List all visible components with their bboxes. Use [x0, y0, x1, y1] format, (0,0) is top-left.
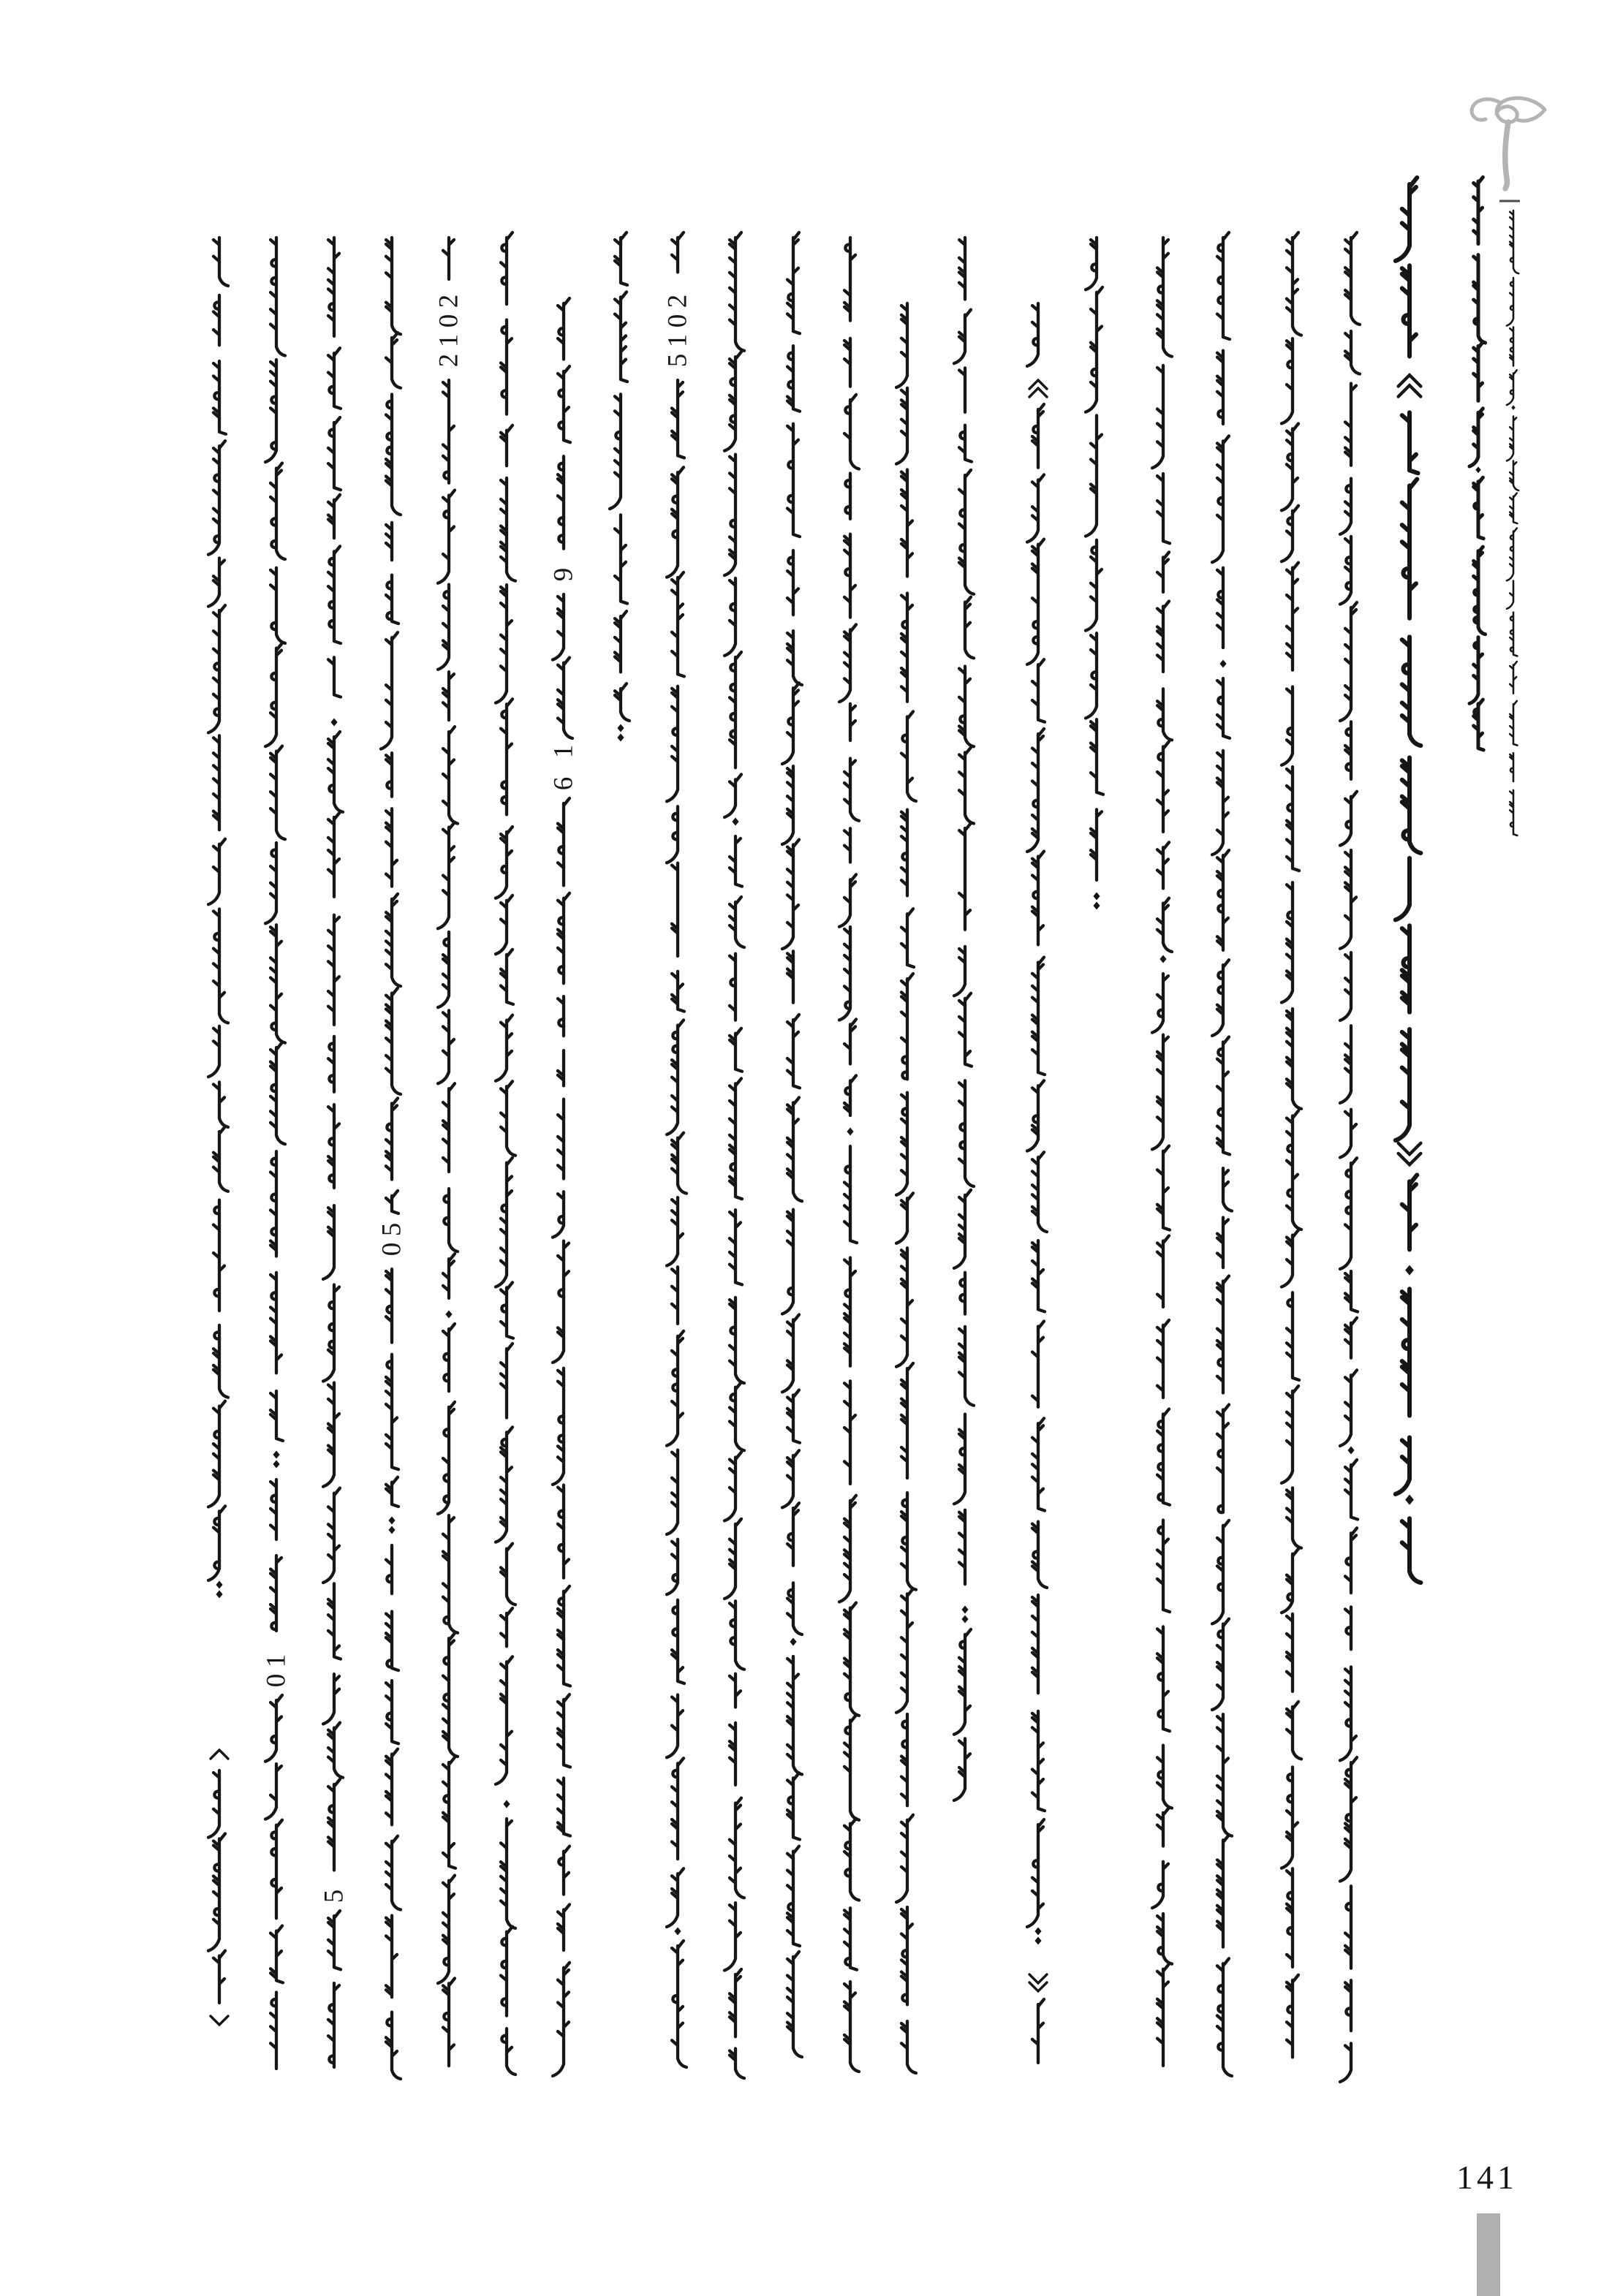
running-head-column [1507, 211, 1518, 836]
svg-text:1: 1 [261, 1653, 292, 1668]
running-head-column [1469, 177, 1486, 750]
body-column [319, 238, 349, 2067]
body-column [262, 238, 292, 2069]
svg-text:5: 5 [319, 1889, 349, 1903]
body-column [434, 238, 464, 2066]
svg-text:0: 0 [377, 1242, 407, 1257]
edge-thumb-tab [1477, 2213, 1500, 2296]
header-flourish-icon [1472, 98, 1545, 201]
body-text-columns [208, 232, 1360, 2082]
body-column [1152, 238, 1172, 2066]
body-column [377, 238, 407, 2079]
body-column [1340, 232, 1360, 2082]
body-column [839, 238, 859, 2072]
body-column [1212, 232, 1232, 2076]
body-column [1282, 232, 1301, 2057]
svg-text:5: 5 [377, 1222, 407, 1237]
svg-text:2: 2 [662, 294, 693, 308]
body-column [496, 232, 515, 2075]
svg-text:9: 9 [548, 567, 579, 582]
svg-text:0: 0 [434, 314, 464, 328]
body-column [663, 232, 693, 2067]
body-column [549, 298, 579, 2076]
article-title-text [1396, 178, 1421, 1583]
body-column [896, 303, 916, 2073]
body-column [954, 238, 974, 1800]
svg-text:1: 1 [434, 333, 464, 348]
body-column [610, 232, 629, 742]
article-title-column [1396, 178, 1421, 1583]
svg-text:0: 0 [662, 314, 693, 328]
running-head [1469, 177, 1518, 836]
svg-text:2: 2 [434, 294, 464, 308]
body-column [1027, 303, 1047, 2063]
body-column [1086, 238, 1103, 910]
svg-text:6: 6 [548, 776, 579, 791]
page-footer [1456, 2159, 1518, 2296]
svg-text:1: 1 [662, 333, 693, 348]
svg-text:2: 2 [434, 353, 464, 368]
svg-text:1: 1 [548, 744, 579, 759]
body-column [782, 232, 802, 2057]
body-column [725, 232, 744, 2078]
page-number: 141 [1456, 2159, 1518, 2196]
body-column [208, 238, 228, 2025]
svg-text:0: 0 [261, 1673, 292, 1688]
svg-text:5: 5 [662, 353, 693, 368]
